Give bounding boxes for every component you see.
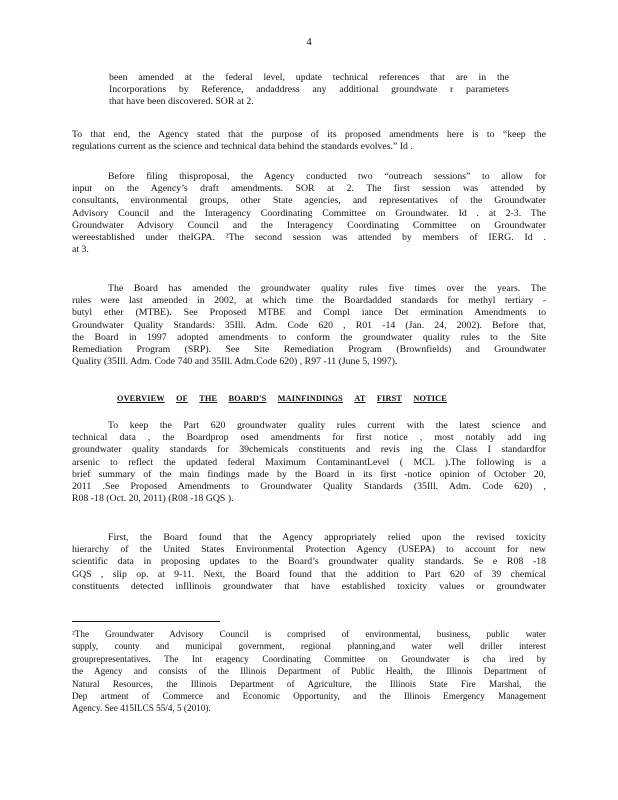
text-line: Incorporations by Reference, andaddress any additional groundwate r parameters (109, 84, 509, 96)
text-line: at 3. (72, 244, 89, 256)
text-line: regulations current as the science and technical data behind the standards evolves.” Id . (72, 141, 413, 153)
text-line: consultants, environmental groups, other State agencies, and representatives of the Groundwater (72, 195, 546, 207)
outreach-paragraph (72, 171, 546, 256)
text-line: wereestablished under theIGPA. ²The second session was attended by members of IERG. Id . (72, 232, 546, 244)
heading-word: THE (199, 394, 218, 403)
text-line: To that end, the Agency stated that the purpose of its proposed amendments here is to “keep the (72, 129, 546, 140)
text-line: the Board in 1997 adopted amendments to conform the groundwater quality rules to the Site (72, 331, 546, 343)
text-line: The Board has amended the groundwater quality rules five times over the years. The (108, 283, 546, 294)
heading-word: MAINFINDINGS (277, 394, 343, 403)
text-line: input on the Agency’s draft amendments. SOR at 2. The first session was attended by (72, 183, 546, 195)
footnote (72, 628, 546, 715)
heading-word: OVERVIEW (117, 394, 165, 403)
footnote-line: ²The Groundwater Advisory Council is comprised of environmental, business, public water (72, 629, 546, 639)
text-line: brief summary of the main findings made by the Board in its first -notice opinion of October 20, (72, 468, 546, 480)
text-line: rules were last amended in 2002, at which time the Boardadded standards for methyl tertiary - (72, 295, 546, 307)
footnote-line: Natural Resources, the Illinois Department of Agriculture, the Illinois State Fire Marshal, the (72, 678, 546, 689)
heading-word: OF (176, 394, 188, 403)
heading-word: FIRST (376, 394, 403, 403)
text-line: Groundwater Advisory Council and the Interagency Coordinating Committee on Groundwater (72, 219, 546, 231)
text-line: 2011 .See Proposed Amendments to Groundwater Quality Standards (35Ill. Adm. Code 620) , (72, 481, 546, 493)
heading-word: NOTICE (413, 394, 447, 403)
text-line: Remediation Program (SRP). See Site Remediation Program (Brownfields) and Groundwater (72, 344, 546, 356)
purpose-paragraph (72, 129, 546, 153)
text-line: hierarchy of the United States Environmental Protection Agency (USEPA) to account for new (72, 544, 546, 556)
heading-word: BOARD'S (228, 394, 267, 403)
footnote-divider (72, 621, 220, 622)
overview-paragraph (72, 420, 546, 505)
text-line: To keep the Part 620 groundwater quality rules current with the latest science and (108, 420, 546, 431)
continuation-paragraph (109, 72, 509, 109)
page-number: 4 (306, 36, 312, 48)
section-heading (117, 394, 447, 403)
footnote-line: supply, county and municipal government, regional planning,and water well driller interest (72, 641, 546, 652)
history-paragraph (72, 283, 546, 368)
text-line: R08 -18 (Oct. 20, 2011) (R08 -18 GQS ). (72, 493, 234, 505)
text-line: GQS , slip op. at 9-11. Next, the Board found that the addition to Part 620 of 39 chemical (72, 568, 546, 580)
text-line: Groundwater Quality Standards: 35Ill. Adm. Code 620 , R01 -14 (Jan. 24, 2002). Before that, (72, 319, 546, 331)
text-line: arsenic to reflect the updated federal Maximum ContaminantLevel ( MCL ).The following is a (72, 456, 546, 468)
footnote-line: Agency. See 415ILCS 55/4, 5 (2010). (72, 703, 211, 714)
text-line: Before filing thisproposal, the Agency conducted two “outreach sessions” to allow for (108, 171, 546, 182)
text-line: First, the Board found that the Agency appropriately relied upon the revised toxicity (108, 532, 546, 543)
text-line: technical data , the Boardprop osed amendments for first notice , most notably add ing (72, 432, 546, 444)
footnote-line: Dep artment of Commerce and Economic Opportunity, and the Illinois Emergency Management (72, 691, 546, 702)
text-line: groundwater quality standards for 39chemicals constituents and revis ing the Class I standardfor (72, 444, 546, 456)
first-finding-paragraph (72, 532, 546, 593)
footnote-line: the Agency and consists of the Illinois Department of Public Health, the Illinois Department of (72, 666, 546, 677)
text-line: constituents detected inIllinois groundwater that have established toxicity values or groundwater (72, 580, 546, 592)
text-line: Quality (35Ill. Adm. Code 740 and 35Ill. Adm.Code 620) , R97 -11 (June 5, 1997). (72, 356, 398, 368)
text-line: butyl ether (MTBE). See Proposed MTBE and Compl iance Det ermination Amendments to (72, 307, 546, 319)
text-line: that have been discovered. SOR at 2. (109, 96, 254, 108)
text-line: scientific data in proposing updates to the Board’s groundwater quality standards. Se e R08 -18 (72, 556, 546, 568)
text-line: Advisory Council and the Interagency Coordinating Committee on Groundwater. Id . at 2-3. The (72, 207, 546, 219)
footnote-line: grouprepresentatives. The Int eragency Coordinating Committee on Groundwater is cha ired by (72, 653, 546, 664)
text-line: been amended at the federal level, update technical references that are in the (109, 72, 509, 83)
heading-word: AT (354, 394, 366, 403)
